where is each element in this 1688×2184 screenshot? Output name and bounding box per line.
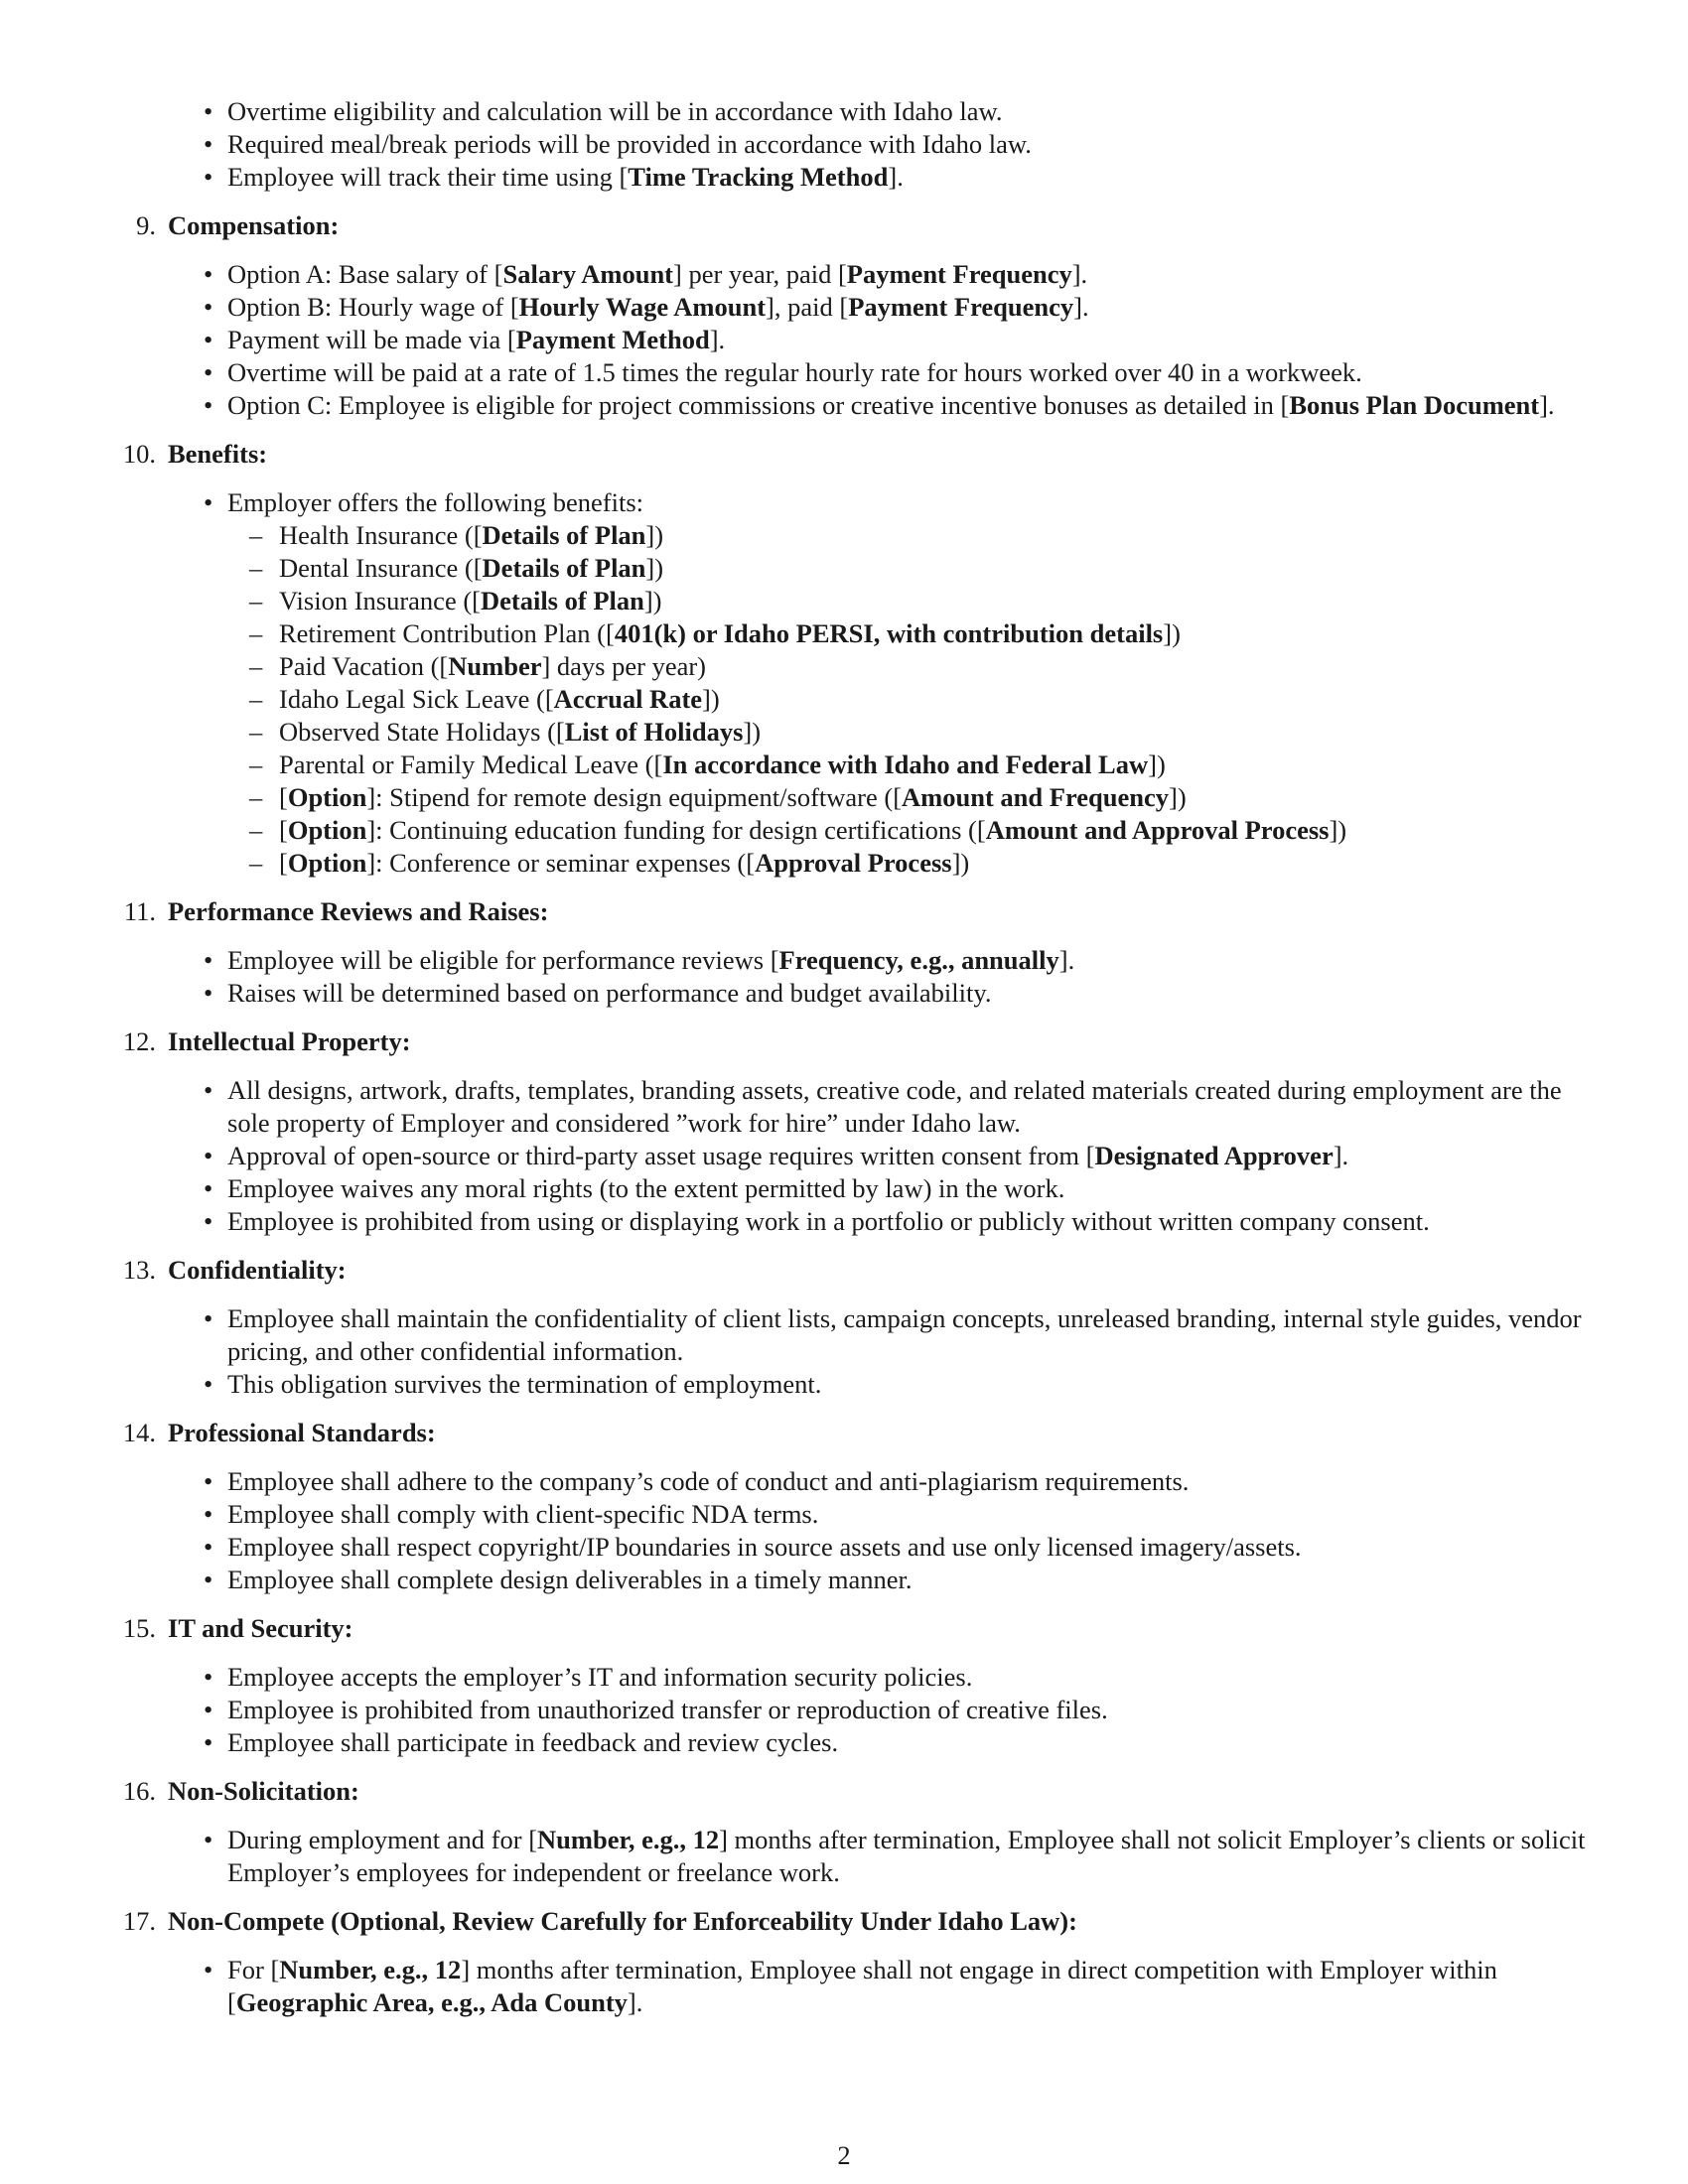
bullet-list [126,258,1586,422]
text-run: Employer offers the following benefits: [227,487,643,517]
sub-list-item [126,716,1586,749]
bullet-list [126,1661,1586,1759]
placeholder-field: In accordance with Idaho and Federal Law [662,750,1149,779]
text-run: ] days per year) [541,651,707,681]
text-run: ]) [1169,782,1187,812]
section [122,438,1586,880]
text-run: Retirement Contribution Plan ([ [279,618,615,648]
sub-list-item [126,585,1586,617]
text-run: All designs, artwork, drafts, templates, branding assets, creative code, and related materials created during employment are the sole property of Employer and considered ”work for hire” under Idaho law. [227,1075,1562,1138]
text-run: Employee will track their time using [ [227,162,629,192]
bullet-list [126,486,1586,880]
list-item [126,1531,1586,1564]
sub-list [227,519,1586,880]
text-run: [ [279,848,288,878]
placeholder-field: Option [287,848,367,878]
text-run: Employee shall participate in feedback and review cycles. [227,1727,839,1757]
section-title: Compensation: [168,210,340,240]
text-run: ]) [951,848,970,878]
text-run: ]: Stipend for remote design equipment/software ([ [366,782,903,812]
text-run: ]) [702,684,720,714]
text-run: ]) [645,520,664,550]
section [122,1905,1586,2019]
text-run: ]) [643,586,662,615]
list-item [126,1824,1586,1889]
bullet-list [126,1824,1586,1889]
text-run: Employee accepts the employer’s IT and information security policies. [227,1662,973,1692]
text-run: ]. [1071,259,1088,289]
placeholder-field: Number [448,651,542,681]
document-body [122,95,1586,2019]
placeholder-field: Details of Plan [482,553,646,583]
text-run: ] per year, paid [ [673,259,847,289]
text-run: ]) [645,553,664,583]
list-item [126,1302,1586,1368]
text-run: Health Insurance ([ [279,520,483,550]
section [126,209,1586,422]
placeholder-field: Details of Plan [480,586,644,615]
text-run: [ [279,782,288,812]
text-run: ]) [1329,815,1347,845]
text-run: Employee is prohibited from using or displaying work in a portfolio or publicly without written company consent. [227,1206,1430,1236]
section [122,1417,1586,1596]
text-run: ]) [1163,618,1181,648]
section-title: Benefits: [168,439,268,469]
text-run: Employee shall respect copyright/IP boundaries in source assets and use only licensed imagery/assets. [227,1532,1302,1562]
list-item [126,1954,1586,2019]
placeholder-field: Bonus Plan Document [1289,390,1540,420]
placeholder-field: Number, e.g., 12 [279,1955,462,1984]
section-number: 15. [122,1613,156,1643]
sub-list-item [126,650,1586,683]
bullet-list [126,1302,1586,1401]
list-item [126,161,1586,194]
section-heading [122,1025,1586,1058]
section-number: 17. [122,1906,156,1936]
text-run: Employee will be eligible for performance reviews [ [227,945,779,975]
section-title: Confidentiality: [168,1255,347,1285]
section [123,895,1586,1010]
placeholder-field: Designated Approver [1094,1141,1334,1170]
list-item [126,356,1586,389]
text-run: ], paid [ [766,292,849,322]
sub-list-item [126,781,1586,814]
placeholder-field: Number, e.g., 12 [537,1825,720,1854]
text-run: Paid Vacation ([ [279,651,449,681]
section-number: 13. [122,1255,156,1285]
list-item [126,1465,1586,1498]
placeholder-field: Payment Frequency [848,292,1074,322]
text-run: ] months after termination, Employee shall not solicit Employer’s clients or solicit Employer’s employees for independent or freelance work. [227,1825,1586,1887]
text-run: During employment and for [ [227,1825,538,1854]
text-run: For [ [227,1955,280,1984]
text-run: Overtime eligibility and calculation will be in accordance with Idaho law. [227,96,1003,126]
text-run: ]. [1073,292,1089,322]
section-number: 14. [122,1418,156,1447]
section-title: Non-Compete (Optional, Review Carefully for Enforceability Under Idaho Law): [168,1906,1077,1936]
intro-bullet-list [126,95,1586,194]
text-run: ]. [1333,1141,1349,1170]
section [122,1025,1586,1238]
text-run: Payment will be made via [ [227,325,516,354]
text-run: ]. [888,162,904,192]
bullet-list [126,1954,1586,2019]
text-run: Required meal/break periods will be provided in accordance with Idaho law. [227,129,1032,159]
text-run: Vision Insurance ([ [279,586,481,615]
sections-container [122,209,1586,2019]
text-run: Observed State Holidays ([ [279,717,565,747]
text-run: Employee shall maintain the confidentiality of client lists, campaign concepts, unreleased branding, internal style guides, vendor pricing, and other confidential information. [227,1303,1582,1366]
list-item [126,1074,1586,1140]
list-item [126,324,1586,356]
section-title: Performance Reviews and Raises: [168,896,549,926]
text-run: Raises will be determined based on performance and budget availability. [227,978,992,1008]
text-run: ]. [1539,390,1555,420]
list-item [126,1694,1586,1726]
placeholder-field: Geographic Area, e.g., Ada County [235,1987,628,2017]
text-run: ]. [627,1987,643,2017]
text-run: Employee is prohibited from unauthorized transfer or reproduction of creative files. [227,1695,1108,1724]
section-heading [122,1905,1586,1938]
section [122,1612,1586,1759]
list-item [126,1726,1586,1759]
section-title: Professional Standards: [168,1418,436,1447]
text-run: ]. [709,325,726,354]
sub-list-item [126,749,1586,781]
list-item [126,1564,1586,1596]
text-run: Option B: Hourly wage of [ [227,292,519,322]
list-item [126,389,1586,422]
section-heading [126,209,1586,242]
section-number: 9. [136,210,156,240]
sub-list-item [126,847,1586,880]
section-title: Non-Solicitation: [168,1776,359,1806]
page-number: 2 [837,2140,851,2170]
text-run: Option A: Base salary of [ [227,259,503,289]
list-item [126,95,1586,128]
text-run: ]) [743,717,762,747]
list-item [126,486,1586,880]
text-run: Idaho Legal Sick Leave ([ [279,684,554,714]
list-item [126,1205,1586,1238]
list-item [126,1368,1586,1401]
text-run: Parental or Family Medical Leave ([ [279,750,663,779]
text-run: Employee shall adhere to the company’s code of conduct and anti-plagiarism requirements. [227,1466,1190,1496]
placeholder-field: Hourly Wage Amount [518,292,767,322]
text-run: Employee shall comply with client-specific NDA terms. [227,1499,819,1529]
text-run: ] months after termination, Employee shall not engage in direct competition with Employer within [ [227,1955,1497,2017]
section-number: 12. [122,1026,156,1056]
list-item [126,258,1586,291]
placeholder-field: Time Tracking Method [628,162,889,192]
placeholder-field: Details of Plan [482,520,646,550]
text-run: ]. [1058,945,1075,975]
sub-list-item [126,552,1586,585]
list-item [126,1172,1586,1205]
placeholder-field: Amount and Frequency [902,782,1170,812]
sub-list-item [126,617,1586,650]
list-item [126,977,1586,1010]
list-item [126,128,1586,161]
placeholder-field: Payment Frequency [846,259,1072,289]
bullet-list [126,1074,1586,1238]
text-run: ]) [1148,750,1166,779]
list-item [126,1661,1586,1694]
text-run: ]: Conference or seminar expenses ([ [366,848,756,878]
section [122,1254,1586,1401]
text-run: Overtime will be paid at a rate of 1.5 times the regular hourly rate for hours worked over 40 in a workweek. [227,357,1362,387]
text-run: Dental Insurance ([ [279,553,483,583]
text-run: ]: Continuing education funding for design certifications ([ [366,815,986,845]
section-heading [122,438,1586,471]
section-heading [123,895,1586,928]
placeholder-field: Option [287,782,367,812]
sub-list-item [126,683,1586,716]
section [122,1775,1586,1889]
placeholder-field: Salary Amount [502,259,674,289]
placeholder-field: 401(k) or Idaho PERSI, with contribution details [614,618,1164,648]
bullet-list [126,944,1586,1010]
section-heading [122,1775,1586,1808]
placeholder-field: Frequency, e.g., annually [778,945,1059,975]
text-run: Employee waives any moral rights (to the extent permitted by law) in the work. [227,1173,1065,1203]
section-number: 16. [122,1776,156,1806]
section-title: Intellectual Property: [168,1026,411,1056]
section-heading [122,1254,1586,1287]
placeholder-field: List of Holidays [564,717,744,747]
list-item [126,1498,1586,1531]
placeholder-field: Accrual Rate [553,684,703,714]
section-heading [122,1417,1586,1449]
placeholder-field: Payment Method [515,325,710,354]
placeholder-field: Amount and Approval Process [985,815,1330,845]
section-number: 10. [122,439,156,469]
list-item [126,1140,1586,1172]
text-run: This obligation survives the termination of employment. [227,1369,822,1399]
section-title: IT and Security: [168,1613,353,1643]
text-run: Option C: Employee is eligible for project commissions or creative incentive bonuses as detailed in [ [227,390,1290,420]
section-number: 11. [123,896,156,926]
bullet-list [126,1465,1586,1596]
sub-list-item [126,519,1586,552]
list-item [126,944,1586,977]
sub-list-item [126,814,1586,847]
text-run: Approval of open-source or third-party asset usage requires written consent from [ [227,1141,1095,1170]
section-heading [122,1612,1586,1645]
text-run: [ [279,815,288,845]
text-run: Employee shall complete design deliverables in a timely manner. [227,1565,913,1594]
placeholder-field: Option [287,815,367,845]
placeholder-field: Approval Process [755,848,952,878]
list-item [126,291,1586,324]
